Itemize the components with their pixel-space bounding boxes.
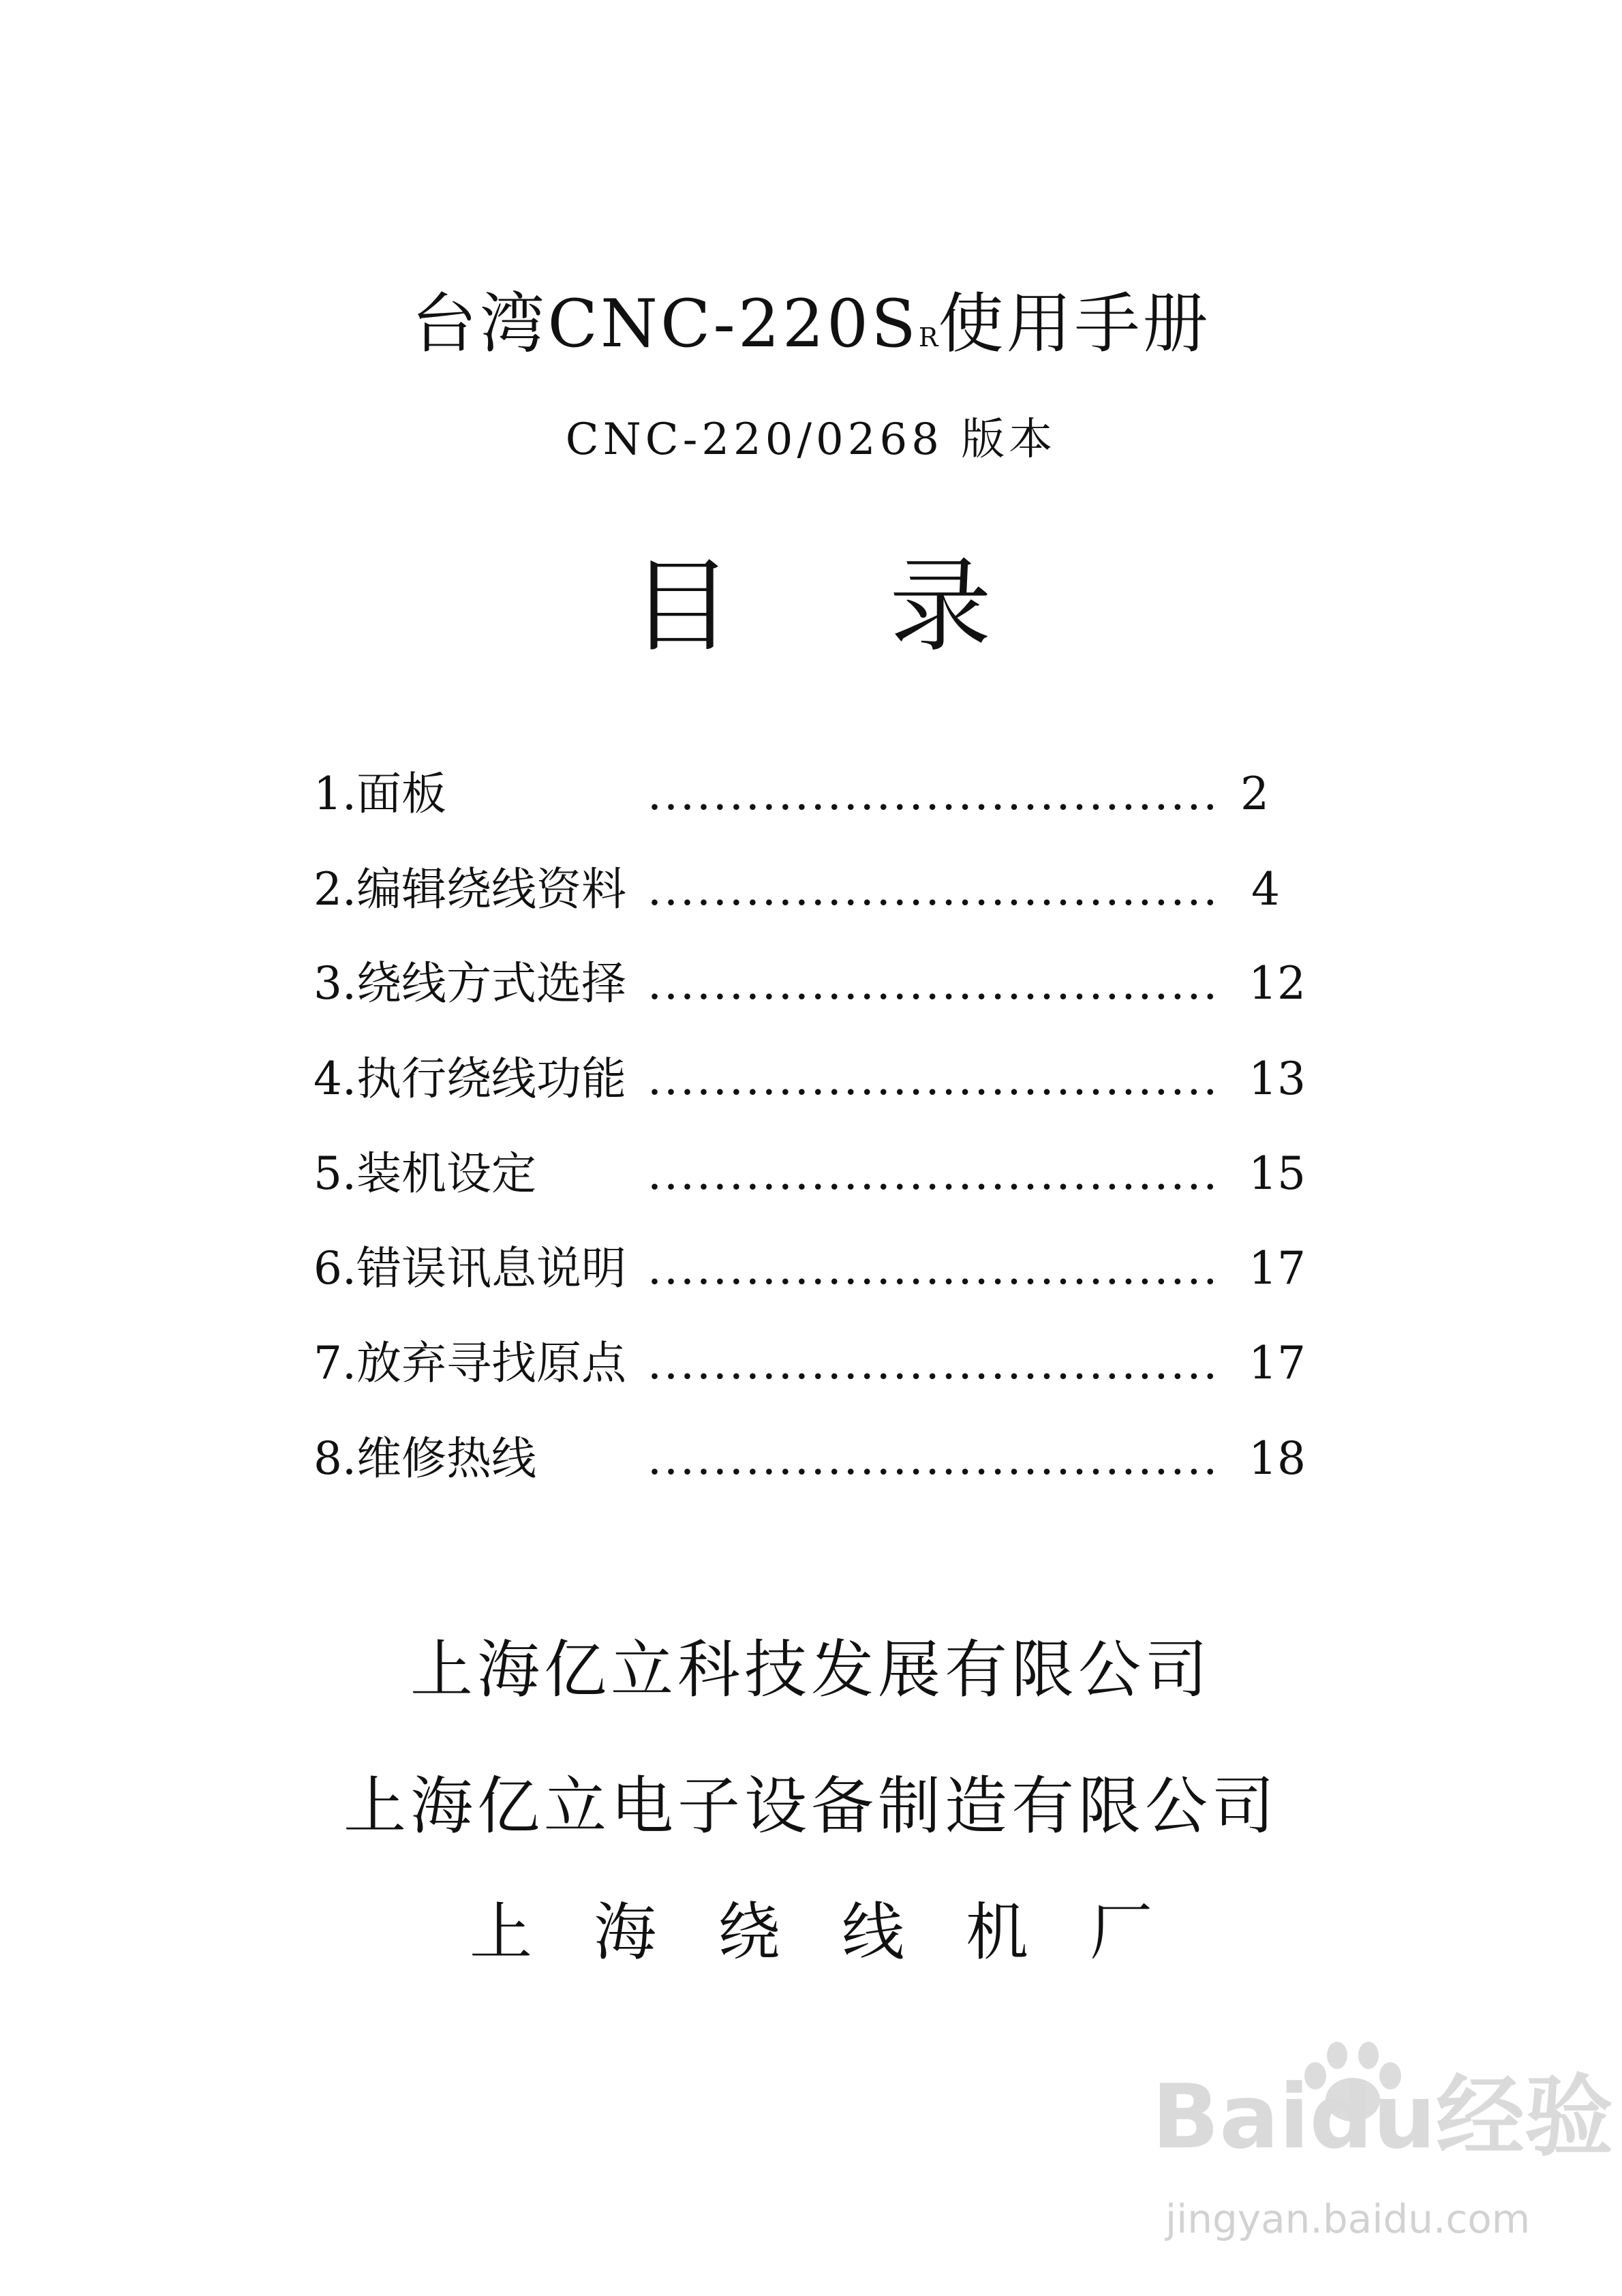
company-name-3-char: 海 bbox=[593, 1896, 656, 1969]
company-name-3-char: 上 bbox=[469, 1896, 532, 1969]
toc-entry-leader: ................................... bbox=[647, 863, 1220, 916]
company-name-3-char: 绕 bbox=[717, 1896, 780, 1969]
company-name-3-char: 线 bbox=[842, 1896, 905, 1969]
toc-entry-label: 1.面板 bbox=[313, 768, 446, 820]
toc-entry-leader: ................................... bbox=[647, 1053, 1220, 1105]
company-name-2: 上海亿立电子设备制造有限公司 bbox=[343, 1770, 1279, 1843]
document-version: CNC-220/0268 版本 bbox=[565, 414, 1057, 465]
toc-entry-label: 4.执行绕线功能 bbox=[313, 1053, 626, 1105]
watermark-logo-text: Baidu经验 bbox=[1152, 2065, 1613, 2169]
toc-entry-page: 13 bbox=[1249, 1053, 1306, 1105]
toc-entry-page: 17 bbox=[1249, 1242, 1306, 1295]
toc-entry-label: 7.放弃寻找原点 bbox=[313, 1337, 626, 1389]
toc-heading bbox=[0, 545, 1622, 668]
watermark-url: jingyan.baidu.com bbox=[1165, 2196, 1531, 2242]
baidu-watermark bbox=[1152, 2038, 1613, 2263]
toc-entry-page: 2 bbox=[1240, 768, 1269, 820]
toc-entry-leader: ................................... bbox=[647, 1242, 1220, 1295]
toc-entry-label: 2.编辑绕线资料 bbox=[313, 863, 626, 916]
toc-entry-label: 5.装机设定 bbox=[313, 1147, 536, 1200]
toc-entry-leader: ................................... bbox=[647, 1147, 1220, 1200]
toc-entry-leader: ................................... bbox=[647, 1337, 1220, 1389]
toc-entry-leader: ................................... bbox=[647, 768, 1220, 820]
toc-entry-page: 4 bbox=[1251, 863, 1280, 916]
document-title-subscript: R bbox=[918, 322, 938, 352]
document-title-main: 台湾CNC-220S bbox=[411, 286, 919, 362]
document-title-rest: 使用手册 bbox=[938, 286, 1211, 362]
toc-entry-leader: ................................... bbox=[647, 1432, 1220, 1485]
toc-entry-label: 3.绕线方式选择 bbox=[313, 957, 626, 1010]
company-name-3-char: 厂 bbox=[1090, 1896, 1153, 1969]
toc-heading-left: 目 bbox=[630, 547, 733, 666]
company-name-3-char: 机 bbox=[966, 1896, 1029, 1969]
company-name-1: 上海亿立科技发展有限公司 bbox=[410, 1633, 1212, 1706]
toc-entry-label: 6.错误讯息说明 bbox=[313, 1242, 626, 1295]
toc-entry-page: 12 bbox=[1249, 957, 1306, 1010]
document-title bbox=[0, 283, 1622, 378]
toc-heading-right: 录 bbox=[889, 547, 992, 666]
toc-entry-page: 17 bbox=[1249, 1337, 1306, 1389]
toc-entry-label: 8.维修热线 bbox=[313, 1432, 536, 1485]
toc-entry-page: 18 bbox=[1249, 1432, 1306, 1485]
toc-entry-leader: ................................... bbox=[647, 957, 1220, 1010]
company-name-3 bbox=[0, 1888, 1622, 1977]
toc-entry-page: 15 bbox=[1249, 1147, 1306, 1200]
